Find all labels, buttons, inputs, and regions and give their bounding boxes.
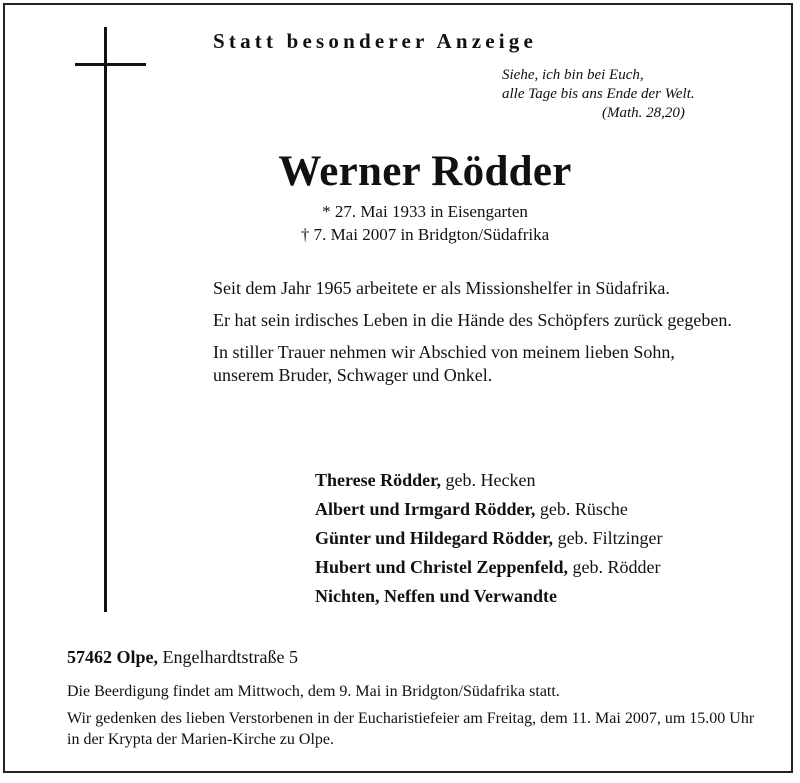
- obituary-notice: [3, 3, 793, 773]
- funeral-note: Die Beerdigung findet am Mittwoch, dem 9. Mai in Bridgton/Südafrika statt.: [67, 683, 560, 700]
- service-notes: [67, 681, 757, 756]
- verse-reference: (Math. 28,20): [602, 105, 685, 121]
- notice-header: Statt besonderer Anzeige: [213, 29, 537, 53]
- birth-date: * 27. Mai 1933 in Eisengarten: [322, 202, 528, 221]
- mourner-name: Therese Rödder,: [315, 470, 441, 490]
- paragraph: In stiller Trauer nehmen wir Abschied von meinem lieben Sohn, unserem Bruder, Schwager und Onkel.: [213, 342, 675, 385]
- paragraph: Er hat sein irdisches Leben in die Hände des Schöpfers zurück gegeben.: [213, 310, 732, 330]
- mourner-name: Albert und Irmgard Rödder,: [315, 499, 536, 519]
- mourner-row: [315, 466, 663, 495]
- deceased-name: Werner Rödder: [278, 148, 572, 195]
- life-dates: [5, 200, 775, 246]
- mourners-list: [315, 466, 663, 611]
- mourner-row: [315, 582, 663, 611]
- cross-bar: [75, 63, 146, 66]
- verse-line-1: Siehe, ich bin bei Euch,: [502, 67, 644, 83]
- address-city: 57462 Olpe,: [67, 647, 159, 667]
- mourner-name: Hubert und Christel Zeppenfeld,: [315, 557, 569, 577]
- mass-note: Wir gedenken des lieben Verstorbenen in der Eucharistiefeier am Freitag, dem 11. Mai 2007, um 15.00 Uhr in der Krypta der Marien-Kirche zu Olpe.: [67, 710, 755, 748]
- family-address: [67, 647, 298, 668]
- cross-icon: [104, 27, 107, 612]
- mourner-note: geb. Rödder: [568, 557, 661, 577]
- mourner-row: [315, 553, 663, 582]
- mourner-note: geb. Filtzinger: [553, 528, 663, 548]
- bible-verse: [502, 66, 695, 123]
- mourner-note: geb. Rüsche: [535, 499, 628, 519]
- obituary-text: [213, 277, 733, 396]
- mourner-note: geb. Hecken: [441, 470, 536, 490]
- mourner-name: Nichten, Neffen und Verwandte: [315, 586, 558, 606]
- mourner-name: Günter und Hildegard Rödder,: [315, 528, 554, 548]
- verse-line-2: alle Tage bis ans Ende der Welt.: [502, 86, 695, 102]
- mourner-row: [315, 495, 663, 524]
- paragraph: Seit dem Jahr 1965 arbeitete er als Missionshelfer in Südafrika.: [213, 278, 670, 298]
- address-street: Engelhardtstraße 5: [158, 647, 298, 667]
- death-date: † 7. Mai 2007 in Bridgton/Südafrika: [300, 225, 550, 244]
- mourner-row: [315, 524, 663, 553]
